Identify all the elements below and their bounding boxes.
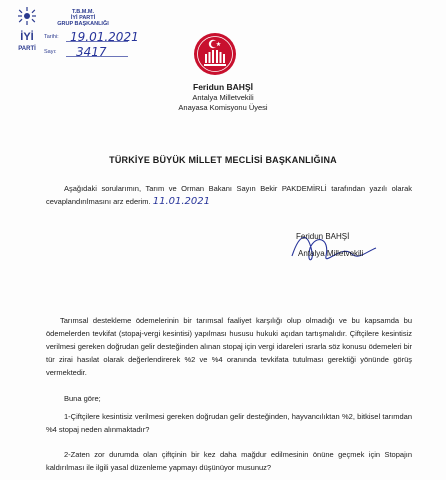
- intro-paragraph: [46, 182, 412, 208]
- intro-handwritten-date: 11.01.2021: [152, 196, 210, 207]
- tbmm-emblem-icon: [193, 32, 237, 76]
- stamp-header: [44, 9, 122, 27]
- stamp-org-line1: T.B.M.M.: [72, 9, 94, 15]
- stamp-date-value: 19.01.2021: [70, 30, 139, 44]
- sender-commission: Anayasa Komisyonu Üyesi: [178, 103, 268, 112]
- stamp-number-underline: [66, 56, 128, 57]
- party-logo-icon: [14, 6, 40, 54]
- logo-subtext: PARTİ: [18, 46, 36, 52]
- body-paragraph: Tarımsal destekleme ödemelerinin bir tarımsal faaliyet karşılığı olup olmadığı ve bu kapsamda bu ödemelerden tevkifat (stopaj-vergi kesintisi) yapılması hususu hukuki açıdan tartışmalıdır. Çiftçilere kesintisiz verilmesi gereken doğrudan gelir desteğinden alınan stopaj için vergi idareleri ısrarla söz konusu ödemeleri bir tür zirai hasılat olarak değerlendirerek %2 ve %4 oranında tevkifata tutulması gerektiği yönünde görüş vermektedir.: [46, 316, 412, 377]
- logo-text: İYİ: [20, 31, 34, 43]
- signature-name: Feridun BAHŞİ: [296, 232, 350, 241]
- stamp-date-underline: [66, 41, 128, 42]
- stamp-org-line2: İYİ PARTİ: [70, 15, 96, 21]
- stamp-number-row: [44, 49, 62, 55]
- sender-name: Feridun BAHŞİ: [193, 82, 253, 92]
- sender-position: Antalya Milletvekili: [192, 93, 254, 102]
- question-2: 2-Zaten zor durumda olan çiftçinin bir kez daha mağdur edilmesinin önüne geçmek için Stopajın kaldırılması ile ilgili yasal düzenleme yapmayı düşünüyor musunuz?: [46, 450, 412, 472]
- stamp-number-label: Sayı:: [44, 49, 57, 55]
- signature-title: Antalya Milletvekili: [298, 249, 364, 258]
- buna-gore-text: Buna göre;: [64, 394, 101, 403]
- document-title: TÜRKİYE BÜYÜK MİLLET MECLİSİ BAŞKANLIĞINA: [109, 155, 337, 165]
- stamp-date-row: [44, 34, 62, 40]
- stamp-org-line3: GRUP BAŞKANLIĞI: [57, 21, 109, 27]
- stamp-number-value: 3417: [76, 45, 107, 59]
- question-1: 1-Çiftçilere kesintisiz verilmesi gereken doğrudan gelir desteğinden, hayvancılıktan %2, bitkisel tarımdan %4 stopaj neden alınmaktadır?: [46, 412, 412, 434]
- stamp-date-label: Tarihi:: [44, 34, 59, 40]
- intro-text: Aşağıdaki sorularımın, Tarım ve Orman Bakanı Sayın Bekir PAKDEMİRLİ tarafından yazılı olarak cevaplandırılmasını arz ederim.: [46, 184, 412, 206]
